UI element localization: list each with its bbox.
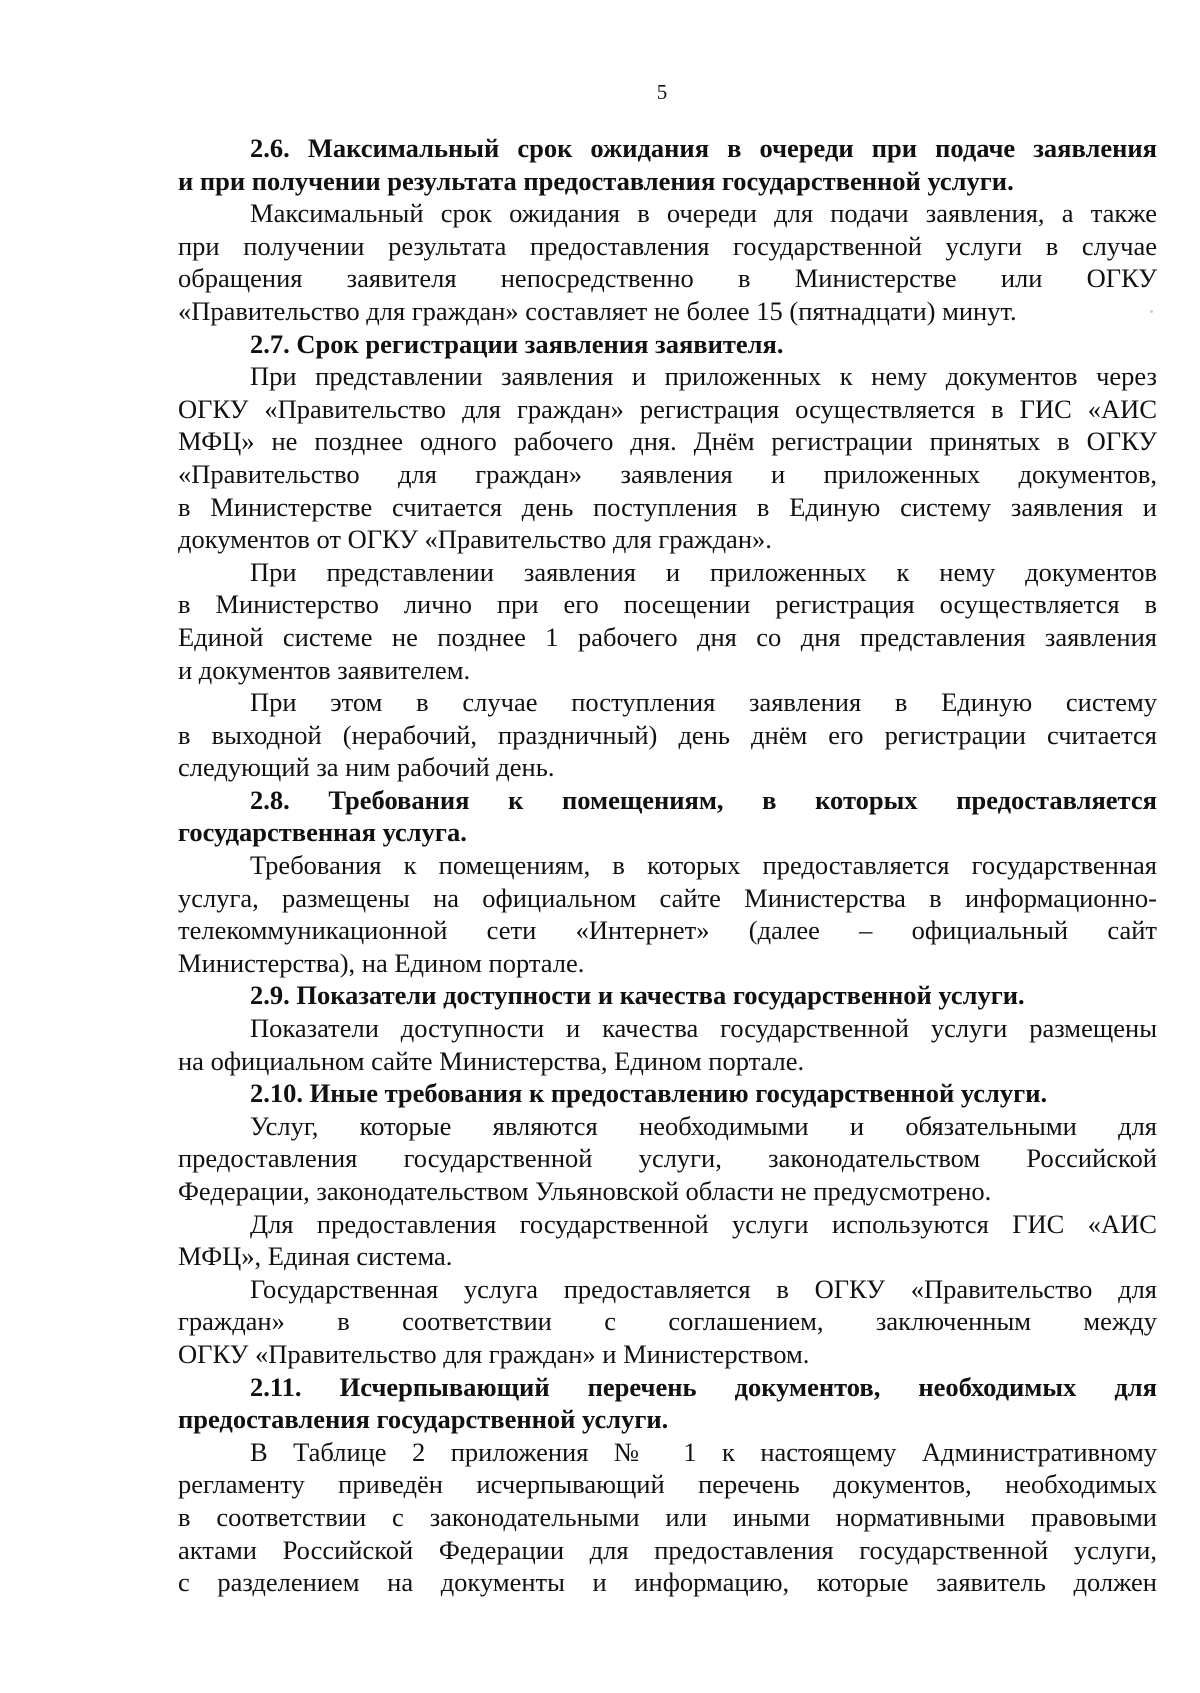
paragraph-line: в выходной (нерабочий, праздничный) день днём его регистрации считается (178, 719, 1157, 750)
paragraph-line: ОГКУ «Правительство для граждан» и Министерством. (178, 1338, 810, 1369)
paragraph-line: предоставления государственной услуги, законодательством Российской (178, 1143, 1157, 1174)
section-heading-line: государственная услуга. (178, 817, 467, 848)
page-number: 5 (656, 80, 668, 104)
paragraph-line: при получении результата предоставления государственной услуги в случае (178, 230, 1157, 261)
paragraph-line: обращения заявителя непосредственно в Министерстве или ОГКУ (178, 263, 1157, 294)
section-heading-line: 2.11. Исчерпывающий перечень документов, необходимых для (250, 1371, 1157, 1402)
paragraph-line: Федерации, законодательством Ульяновской области не предусмотрено. (178, 1176, 992, 1206)
document-body (178, 132, 1157, 1599)
paragraph-line: регламенту приведён исчерпывающий перечень документов, необходимых (178, 1469, 1157, 1500)
paragraph-line: Требования к помещениям, в которых предоставляется государственная (250, 850, 1157, 881)
paragraph-line: МФЦ» не позднее одного рабочего дня. Днём регистрации принятых в ОГКУ (178, 426, 1157, 457)
paragraph-line: ОГКУ «Правительство для граждан» регистрация осуществляется в ГИС «АИС (178, 393, 1157, 424)
section-heading-line: предоставления государственной услуги. (178, 1404, 669, 1435)
paragraph-line: Для предоставления государственной услуги используются ГИС «АИС (250, 1208, 1157, 1239)
scan-speck (1150, 310, 1153, 313)
paragraph-line: Максимальный срок ожидания в очереди для подачи заявления, а также (250, 198, 1157, 229)
paragraph-line: телекоммуникационной сети «Интернет» (далее – официальный сайт (178, 915, 1157, 946)
paragraph-line: актами Российской Федерации для предоставления государственной услуги, (178, 1534, 1157, 1565)
paragraph-line: При представлении заявления и приложенных к нему документов через (250, 361, 1157, 392)
paragraph-line: «Правительство для граждан» заявления и приложенных документов, (178, 458, 1157, 489)
paragraph-line: При представлении заявления и приложенных к нему документов (250, 556, 1157, 587)
paragraph-line: в соответствии с законодательными или иными нормативными правовыми (178, 1501, 1157, 1532)
paragraph-line: граждан» в соответствии с соглашением, заключенным между (178, 1306, 1157, 1337)
paragraph-line: в Министерстве считается день поступления в Единую систему заявления и (178, 491, 1157, 522)
paragraph-line: на официальном сайте Министерства, Едином портале. (178, 1045, 805, 1076)
paragraph-line: Показатели доступности и качества государственной услуги размещены (250, 1013, 1157, 1044)
paragraph-line: следующий за ним рабочий день. (178, 752, 555, 783)
section-heading-line: 2.9. Показатели доступности и качества государственной услуги. (250, 980, 1025, 1011)
paragraph-line: В Таблице 2 приложения № 1 к настоящему Административному (250, 1436, 1157, 1467)
paragraph-line: в Министерство лично при его посещении регистрация осуществляется в (178, 589, 1157, 620)
section-heading-line: 2.6. Максимальный срок ожидания в очереди при подаче заявления (250, 133, 1157, 163)
paragraph-line: Государственная услуга предоставляется в ОГКУ «Правительство для (250, 1273, 1157, 1304)
paragraph-line: Единой системе не позднее 1 рабочего дня со дня представления заявления (178, 621, 1157, 652)
paragraph-line: Услуг, которые являются необходимыми и обязательными для (250, 1110, 1157, 1141)
paragraph-line: документов от ОГКУ «Правительство для граждан». (178, 524, 772, 555)
paragraph-line: и документов заявителем. (178, 654, 471, 685)
section-heading-line: и при получении результата предоставления государственной услуги. (178, 165, 1014, 196)
paragraph-line: МФЦ», Единая система. (178, 1241, 453, 1272)
paragraph-line: При этом в случае поступления заявления в Единую систему (250, 687, 1157, 718)
paragraph-line: с разделением на документы и информацию, которые заявитель должен (178, 1567, 1157, 1598)
paragraph-line: Министерства), на Едином портале. (178, 947, 585, 978)
section-heading-line: 2.7. Срок регистрации заявления заявителя. (250, 328, 784, 359)
paragraph-line: «Правительство для граждан» составляет не более 15 (пятнадцати) минут. (178, 295, 1017, 326)
section-heading-line: 2.10. Иные требования к предоставлению государственной услуги. (250, 1078, 1048, 1109)
section-heading-line: 2.8. Требования к помещениям, в которых предоставляется (250, 784, 1157, 815)
paragraph-line: услуга, размещены на официальном сайте Министерства в информационно- (178, 882, 1157, 913)
